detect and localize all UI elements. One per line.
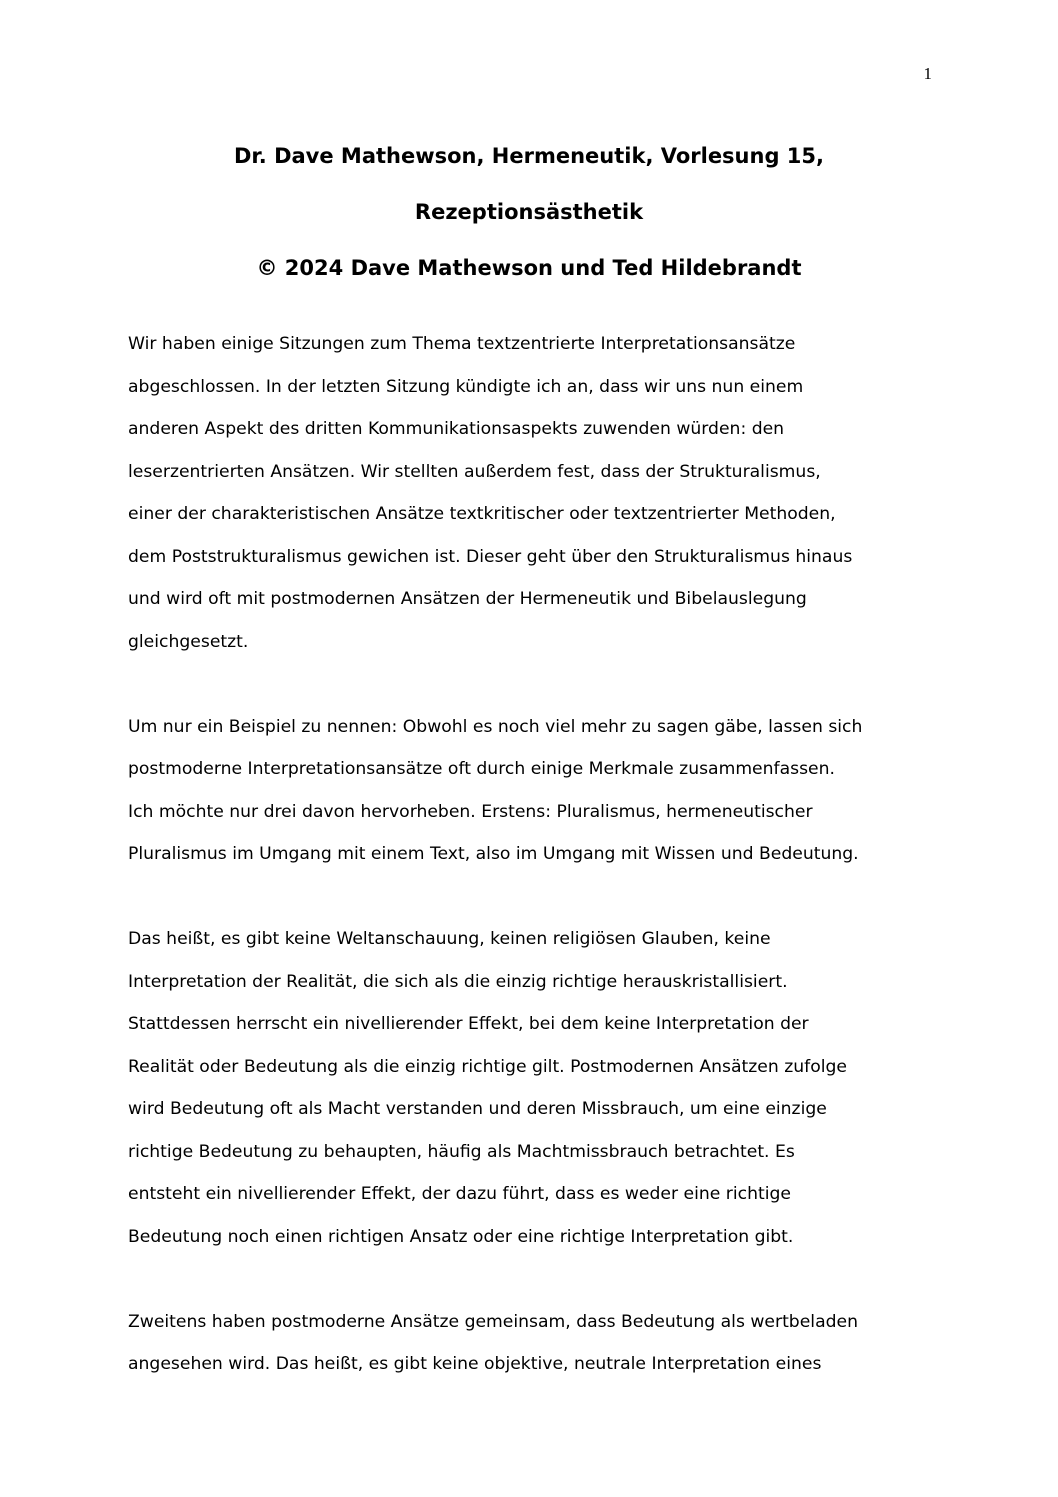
text-line: Pluralismus im Umgang mit einem Text, also im Umgang mit Wissen und Bedeutung. — [128, 844, 859, 864]
paragraph-2 — [128, 706, 928, 876]
text-line: Zweitens haben postmoderne Ansätze gemeinsam, dass Bedeutung als wertbeladen — [128, 1311, 858, 1332]
text-line: postmoderne Interpretationsansätze oft durch einige Merkmale zusammenfassen. — [128, 759, 835, 779]
title-line-1: Dr. Dave Mathewson, Hermeneutik, Vorlesung 15, — [234, 144, 824, 168]
text-line: anderen Aspekt des dritten Kommunikationsaspekts zuwenden würden: den — [128, 419, 785, 439]
paragraph-4 — [128, 1301, 928, 1386]
page-number: 1 — [923, 64, 932, 83]
text-line: Stattdessen herrscht ein nivellierender Effekt, bei dem keine Interpretation der — [128, 1014, 809, 1034]
text-line: Ich möchte nur drei davon hervorheben. Erstens: Pluralismus, hermeneutischer — [128, 801, 813, 822]
text-line: abgeschlossen. In der letzten Sitzung kündigte ich an, dass wir uns nun einem — [128, 376, 804, 397]
text-line: und wird oft mit postmodernen Ansätzen der Hermeneutik und Bibelauslegung — [128, 589, 807, 609]
text-line: wird Bedeutung oft als Macht verstanden und deren Missbrauch, um eine einzige — [128, 1099, 827, 1119]
text-line: einer der charakteristischen Ansätze textkritischer oder textzentrierter Methoden, — [128, 504, 836, 524]
text-line: Interpretation der Realität, die sich als die einzig richtige herauskristallisiert. — [128, 971, 788, 992]
text-line: Um nur ein Beispiel zu nennen: Obwohl es noch viel mehr zu sagen gäbe, lassen sich — [128, 716, 863, 737]
document-title — [0, 128, 1058, 296]
text-line: Bedeutung noch einen richtigen Ansatz oder eine richtige Interpretation gibt. — [128, 1226, 794, 1247]
text-line: angesehen wird. Das heißt, es gibt keine objektive, neutrale Interpretation eines — [128, 1354, 822, 1374]
text-line: Das heißt, es gibt keine Weltanschauung, keinen religiösen Glauben, keine — [128, 929, 771, 949]
document-body — [128, 323, 928, 1428]
text-line: Wir haben einige Sitzungen zum Thema textzentrierte Interpretationsansätze — [128, 334, 796, 354]
text-line: richtige Bedeutung zu behaupten, häufig als Machtmissbrauch betrachtet. Es — [128, 1141, 795, 1162]
paragraph-1 — [128, 323, 928, 663]
paragraph-3 — [128, 918, 928, 1258]
title-line-3-copyright: © 2024 Dave Mathewson und Ted Hildebrandt — [256, 256, 802, 280]
text-line: leserzentrierten Ansätzen. Wir stellten außerdem fest, dass der Strukturalismus, — [128, 461, 821, 482]
text-line: dem Poststrukturalismus gewichen ist. Dieser geht über den Strukturalismus hinaus — [128, 546, 853, 567]
text-line: gleichgesetzt. — [128, 631, 249, 652]
text-line: entsteht ein nivellierender Effekt, der dazu führt, dass es weder eine richtige — [128, 1184, 791, 1204]
title-line-2: Rezeptionsästhetik — [414, 200, 644, 224]
text-line: Realität oder Bedeutung als die einzig richtige gilt. Postmodernen Ansätzen zufolge — [128, 1056, 847, 1077]
